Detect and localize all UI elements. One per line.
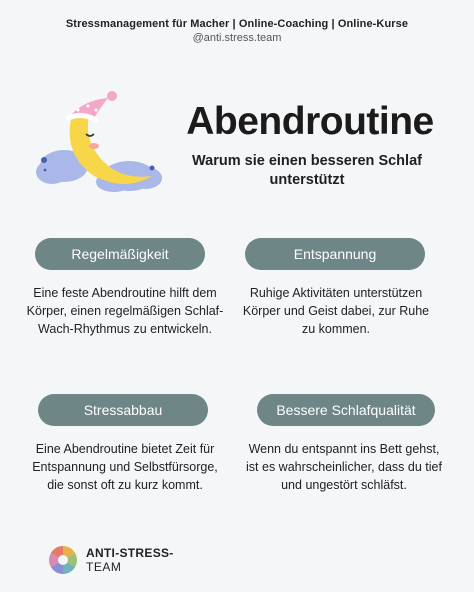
text-bessere-schlafqualitaet: Wenn du entspannt ins Bett gehst, ist es wahrscheinlicher, dass du tief und ungestört schläfst. (246, 442, 442, 492)
label-entspannung (245, 238, 425, 270)
brand-line2: TEAM (86, 560, 122, 574)
header-handle: @anti.stress.team (192, 32, 282, 44)
sleeping-moon-icon (34, 84, 164, 196)
label-text: Regelmäßigkeit (71, 246, 169, 262)
brand-line1: ANTI-STRESS- (86, 546, 174, 560)
label-text: Bessere Schlafqualität (276, 402, 416, 418)
label-text: Entspannung (293, 246, 377, 262)
label-bessere-schlafqualitaet (257, 394, 435, 426)
label-text: Stressabbau (83, 402, 163, 418)
label-regelmaessigkeit (35, 238, 205, 270)
label-stressabbau (38, 394, 208, 426)
header (0, 18, 474, 44)
text-stressabbau: Eine Abendroutine bietet Zeit für Entspannung und Selbstfürsorge, die sonst oft zu kurz kommt. (32, 442, 218, 492)
text-entspannung: Ruhige Aktivitäten unterstützen Körper und Geist dabei, zur Ruhe zu kommen. (242, 286, 430, 336)
anti-stress-team-logo-icon (48, 545, 78, 575)
brand-name (86, 546, 174, 574)
page-title: Abendroutine (186, 100, 434, 143)
page-subtitle: Warum sie einen besseren Schlaf unterstützt (192, 153, 422, 188)
footer (48, 545, 174, 575)
header-tagline: Stressmanagement für Macher | Online-Coaching | Online-Kurse (65, 18, 409, 30)
text-regelmaessigkeit: Eine feste Abendroutine hilft dem Körper, einen regelmäßigen Schlaf-Wach-Rhythmus zu entwickeln. (26, 286, 224, 336)
